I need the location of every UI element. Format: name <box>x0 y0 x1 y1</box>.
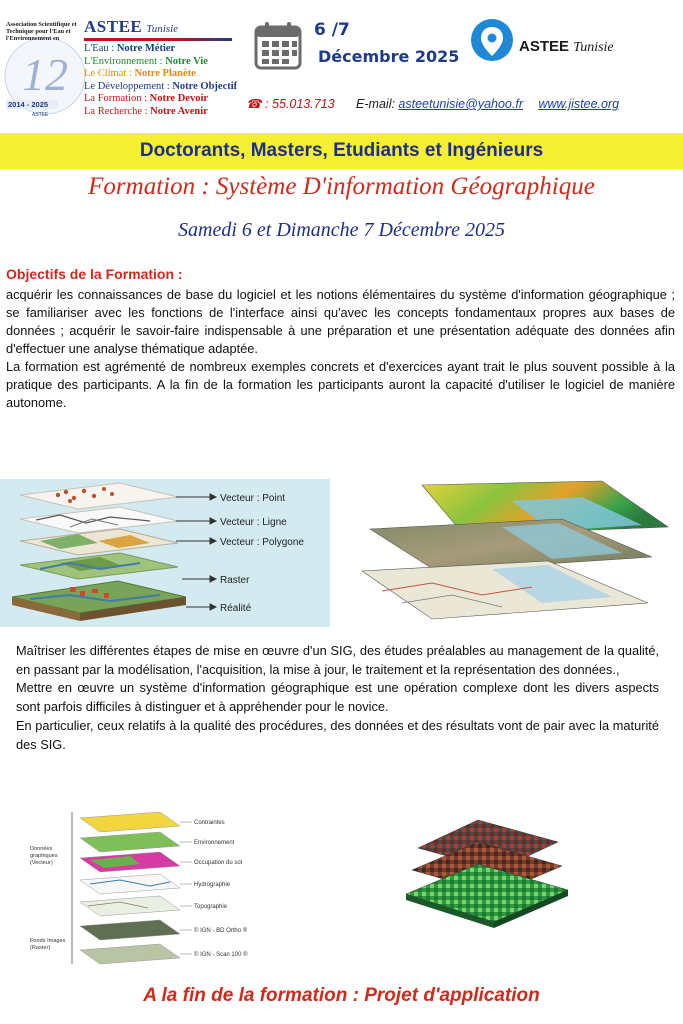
layer-label-polygon: Vecteur : Polygone <box>220 537 304 548</box>
slogan-line <box>84 56 244 69</box>
slogan-value: Notre Métier <box>116 43 176 54</box>
goals-paragraph-2: Mettre en œuvre un système d'information géographique est une opération complexe dont les divers aspects sont parfois difficiles à distinguer et à appréhender pour le novice. <box>16 680 659 715</box>
logo-line-1: Association Scientifique et <box>6 21 77 28</box>
right-brand-sub: Tunisie <box>573 40 614 55</box>
slogan-block <box>84 17 244 119</box>
audience-text: Doctorants, Masters, Etudiants et Ingénieurs <box>139 140 544 161</box>
layer-point <box>20 483 178 509</box>
logo-years: 2014 - 2025 <box>8 100 49 109</box>
email-link[interactable]: asteetunisie@yahoo.fr <box>398 97 523 111</box>
layer-label-point: Vecteur : Point <box>220 493 286 504</box>
calendar-icon <box>254 20 302 70</box>
training-title: Formation : Système D'information Géographique <box>88 173 595 200</box>
logo-number: 12 <box>22 49 68 100</box>
training-dates: Samedi 6 et Dimanche 7 Décembre 2025 <box>178 219 505 241</box>
logo-line-2: Technique pour l'Eau et <box>6 28 71 35</box>
layer-label-raster: Raster <box>220 575 250 586</box>
slogan-label: Le Développement : <box>84 80 173 92</box>
website-link[interactable]: www.jistee.org <box>538 97 620 111</box>
slogan-label: L'Environnement : <box>84 55 166 67</box>
slogan-label: L'Eau : <box>84 43 117 54</box>
goals-paragraph-3: En particulier, ceux relatifs à la qualité des procédures, des données et des résultats vont de pair avec la maturité des SIG. <box>16 717 659 752</box>
right-brand-name: ASTEE <box>519 38 570 55</box>
slogan-value: Notre Vie <box>165 55 208 67</box>
logo-line-3: l'Environnement en <box>6 35 60 42</box>
goals-text <box>16 642 659 754</box>
stack-label-5: © IGN - BD Ortho ® <box>194 928 248 934</box>
slogan-label: La Recherche : <box>84 105 151 117</box>
right-brand <box>519 38 614 56</box>
final-project-note: A la fin de la formation : Projet d'application <box>143 985 540 1006</box>
objectives-heading: Objectifs de la Formation : <box>6 266 183 282</box>
stack-label-raster: Fonds Images (Raster) <box>30 938 66 951</box>
brand-sub: Tunisie <box>146 23 179 35</box>
goals-paragraph-1: Maîtriser les différentes étapes de mise en œuvre d'un SIG, des études préalables au management de la qualité, en passant par la modélisation, l'acquisition, la mise à jour, le traitement et la représentation des données., <box>16 643 659 677</box>
event-month: Décembre 2025 <box>318 47 460 66</box>
layer-arrows <box>176 494 216 610</box>
slogan-line <box>84 68 244 81</box>
stack-label-3: Hydrographie <box>194 882 231 888</box>
slogan-line <box>84 93 244 106</box>
event-days: 6 /7 <box>314 20 350 40</box>
brand-underline <box>84 38 232 41</box>
objectives-text <box>6 286 675 412</box>
terrain-layer-map <box>362 561 648 619</box>
stack-label-vector: Données graphiques (Vecteur) <box>30 846 58 866</box>
stack-label-4: Topographie <box>194 904 228 910</box>
slogan-value: Notre Avenir <box>150 105 208 117</box>
slogan-value: Notre Planète <box>134 68 196 80</box>
thematic-layers-figure <box>30 808 260 978</box>
objectives-paragraph-1: acquérir les connaissances de base du logiciel et les notions élémentaires du système d'information géographique ; se familiariser avec les fonctions de l'interface ainsi qu'avec les concepts fondamentaux propres aux bases de données ; acquérir le savoir-faire indispensable à une préparation et une présentation adéquate des données afin d'effectuer une analyse thématique adaptée. <box>6 287 675 356</box>
slogan-line <box>84 81 244 94</box>
stack-label-1: Environnement <box>194 840 235 846</box>
phone-number: ☎ : 55.013.713 <box>246 97 335 111</box>
stack-label-6: © IGN - Scan 100 ® <box>194 952 248 958</box>
slogan-label: La Formation : <box>84 93 150 105</box>
stack-layers <box>80 812 180 964</box>
stack-label-2: Occupation du sol <box>194 860 243 866</box>
location-pin-icon <box>470 18 514 66</box>
layer-line <box>20 507 178 533</box>
contact-line <box>246 96 619 111</box>
audience-banner <box>0 133 683 169</box>
logo-brand: ASTEE <box>32 112 49 118</box>
layer-raster <box>20 553 178 579</box>
slogan-value: Notre Devoir <box>149 93 209 105</box>
stack-label-0: Contraintes <box>194 820 225 826</box>
slogan-label: Le Climat : <box>84 68 135 80</box>
email-label: E-mail: <box>356 97 399 111</box>
association-logo <box>2 18 88 118</box>
layer-reality <box>12 581 186 621</box>
terrain-overlay-figure <box>352 479 682 627</box>
raster-stack-figure <box>398 812 578 937</box>
layer-polygon <box>20 529 178 555</box>
slogan-line <box>84 106 244 119</box>
layer-label-line: Vecteur : Ligne <box>220 517 287 528</box>
brand-name: ASTEE <box>84 17 143 36</box>
objectives-paragraph-2: La formation est agrémenté de nombreux exemples concrets et d'exercices ayant trait le plus souvent possible à la pratique des participants. A la fin de la formation les participants auront la capacité d'utiliser le logiciel de manière autonome. <box>6 359 675 410</box>
layer-label-reality: Réalité <box>220 603 252 614</box>
gis-layers-figure <box>0 479 330 627</box>
slogan-value: Notre Objectif <box>172 80 238 92</box>
slogan-line <box>84 43 244 56</box>
